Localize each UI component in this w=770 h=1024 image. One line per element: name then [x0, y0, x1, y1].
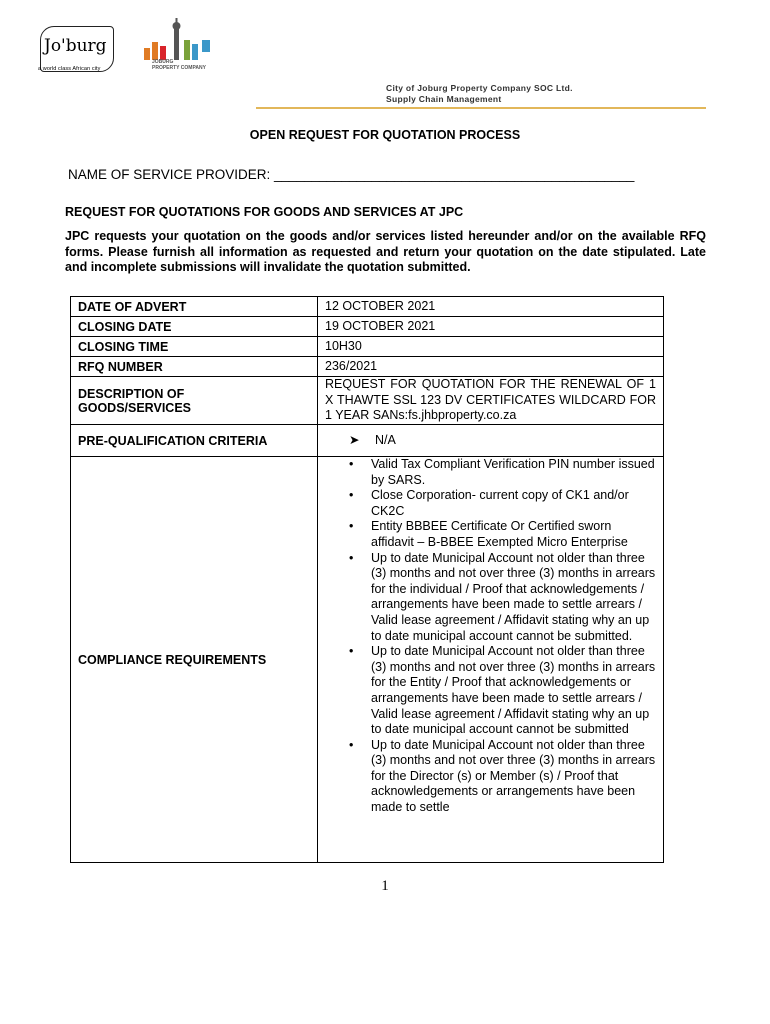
description-value: REQUEST FOR QUOTATION FOR THE RENEWAL OF 1 X THAWTE SSL 123 DV CERTIFICATES WILDCARD FOR 1 YEAR SANs:fs.jhbproperty.co.za: [318, 377, 664, 425]
rfq-number-value: 236/2021: [318, 357, 664, 377]
description-label: DESCRIPTION OF GOODS/SERVICES: [71, 377, 318, 425]
compliance-value: [318, 457, 664, 863]
joburg-logo-word: Jo'burg: [44, 36, 107, 56]
company-name: City of Joburg Property Company SOC Ltd.: [386, 83, 573, 93]
table-row: [71, 337, 664, 357]
page-number: 1: [381, 878, 389, 894]
date-of-advert-value: 12 OCTOBER 2021: [318, 297, 664, 317]
list-item: • Up to date Municipal Account not older than three (3) months and not over three (3) months in arrears for the Entity / Proof that acknowledgements or arrangements have been made to settle arrears / Valid lease agreement / Affidavit stating why an up to date municipal account cannot be submitted: [371, 644, 656, 738]
table-row: [71, 357, 664, 377]
company-header: [386, 83, 573, 105]
table-row: [71, 457, 664, 863]
list-item: • Up to date Municipal Account not older than three (3) months and not over three (3) months in arrears for the individual / Proof that acknowledgements / arrangements have been made to settle arrears / Valid lease agreement / Affidavit stating why an up to date municipal account cannot be submitted.: [371, 551, 656, 645]
prequal-value: ➤ N/A: [318, 425, 664, 457]
joburg-tagline: a world class African city: [38, 66, 101, 72]
department-name: Supply Chain Management: [386, 94, 502, 104]
closing-time-label: CLOSING TIME: [71, 337, 318, 357]
closing-time-value: 10H30: [318, 337, 664, 357]
rfq-details-table: [70, 296, 664, 863]
compliance-label: COMPLIANCE REQUIREMENTS: [71, 457, 318, 863]
rfq-number-label: RFQ NUMBER: [71, 357, 318, 377]
arrow-bullet-icon: ➤: [349, 432, 360, 447]
list-item: • Entity BBBEE Certificate Or Certified sworn affidavit – B-BBEE Exempted Micro Enterprise: [371, 519, 656, 550]
list-item: • Valid Tax Compliant Verification PIN number issued by SARS.: [371, 457, 656, 488]
intro-paragraph: JPC requests your quotation on the goods and/or services listed hereunder and/or on the available RFQ forms. Please furnish all information as requested and return your quotation on the date stipulated. Late and incomplete submissions will invalidate the quotation submitted.: [65, 229, 706, 274]
jpc-logo-icon: [144, 18, 214, 60]
closing-date-value: 19 OCTOBER 2021: [318, 317, 664, 337]
table-row: [71, 377, 664, 425]
jpc-logo-name: JOBURG PROPERTY COMPANY: [152, 59, 206, 71]
compliance-list: [325, 457, 656, 816]
service-provider-line: NAME OF SERVICE PROVIDER: ________________________________________________: [68, 167, 635, 182]
header-divider: [256, 107, 706, 109]
table-row: [71, 297, 664, 317]
closing-date-label: CLOSING DATE: [71, 317, 318, 337]
section-heading: REQUEST FOR QUOTATIONS FOR GOODS AND SERVICES AT JPC: [65, 205, 464, 219]
date-of-advert-label: DATE OF ADVERT: [71, 297, 318, 317]
list-item: • Close Corporation- current copy of CK1 and/or CK2C: [371, 488, 656, 519]
table-row: [71, 317, 664, 337]
table-row: [71, 425, 664, 457]
document-title: OPEN REQUEST FOR QUOTATION PROCESS: [249, 128, 521, 142]
list-item: • Up to date Municipal Account not older than three (3) months and not over three (3) months in arrears for the Director (s) or Member (s) / Proof that acknowledgements or arrangements have been made to settle: [371, 738, 656, 816]
prequal-label: PRE-QUALIFICATION CRITERIA: [71, 425, 318, 457]
